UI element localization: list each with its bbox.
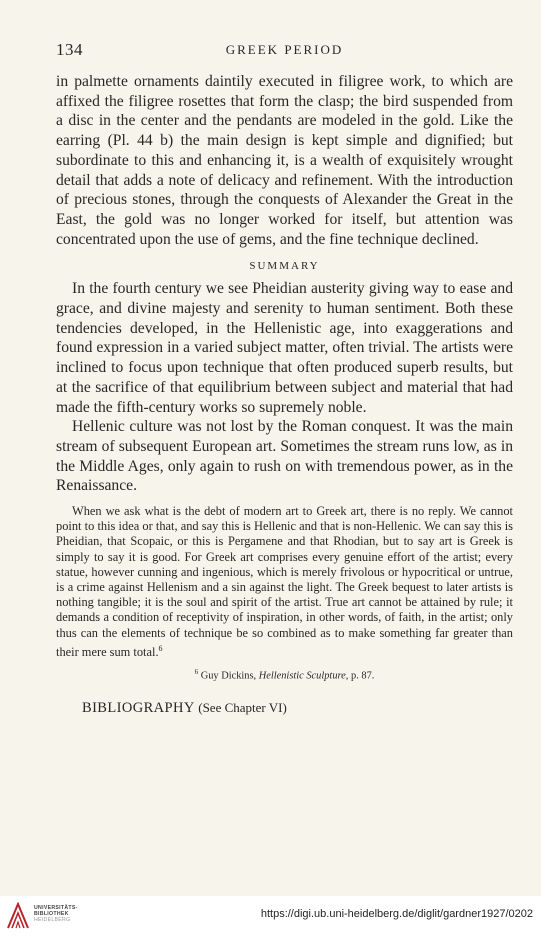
paragraph-summary: In the fourth century we see Pheidian austerity giving way to ease and grace, and divine majesty and serenity to human sentiment. Both these tendencies developed, in the Hellenistic age, into exaggerations and found expression in a varied subject matter, often trivial. The artists were inclined to focus upon technique that often produced superb results, but at the sacrifice of that equilibrium between subject and material that had made the fifth-century works so supremely noble.	[56, 280, 513, 416]
library-name	[34, 905, 78, 923]
footnote-title: Hellenistic Sculpture,	[258, 670, 349, 682]
permalink-url[interactable]: https://digi.ub.uni-heidelberg.de/diglit/gardner1927/0202	[260, 908, 533, 920]
bibliography-label: BIBLIOGRAPHY	[82, 699, 195, 716]
paragraph-filigree: in palmette ornaments daintily executed in filigree work, to which are affixed the filigree rosettes that form the clasp; the bird suspended from a disc in the center and the pendants are modeled in the gold. Like the earring (Pl. 44 b) the main design is kept simple and dignified; but subordinate to this and enhancing it, is a wealth of exquisitely wrought detail that adds a note of delicacy and refinement. With the introduction of precious stones, through the conquests of Alexander the Great in the East, the gold was no longer worked for itself, but attention was concentrated upon the use of gems, and the fine technique declined.	[56, 73, 513, 248]
running-title: GREEK PERIOD	[225, 42, 344, 57]
viewer-footer	[0, 896, 541, 936]
university-library-logo-icon	[6, 902, 30, 930]
footnote	[56, 668, 513, 681]
book-page	[56, 40, 513, 717]
library-name-line1: UNIVERSITÄTS-	[34, 905, 78, 911]
bibliography-heading	[56, 700, 513, 717]
summary-heading: SUMMARY	[249, 260, 320, 273]
library-name-line3: HEIDELBERG	[34, 917, 71, 923]
page-number: 134	[56, 40, 83, 59]
bibliography-note: (See Chapter VI)	[198, 699, 287, 715]
block-quote-text: When we ask what is the debt of modern art to Greek art, there is no reply. We cannot point to this idea or that, and say this is Hellenic and that is non-Hellenic. We can say this is Pheidian, that Scopaic, or this is Pergamene and that Rhodian, but to say art is Greek is simply to say it is good. For Greek art comprises every genuine effort of the artist; every statue, however cunning and ingenious, which is merely frivolous or hypocritical or untrue, is a crime against Hellenism and a sin against the light. The Greek bequest to later artists is nothing tangible; it is the soul and spirit of the artist. True art cannot be attained by rule; it demands a condition of receptivity of inspiration, in other words, of faith, in the artist; only thus can the elements of technique be so combined as to make something far greater than their mere sum total.	[56, 504, 513, 660]
block-quote	[56, 504, 513, 660]
footnote-page: p. 87.	[351, 670, 375, 682]
footnote-reference: 6	[158, 643, 163, 653]
running-head	[56, 40, 513, 62]
library-name-line2: BIBLIOTHEK	[34, 911, 69, 917]
footnote-marker: 6	[194, 668, 199, 677]
footnote-author: Guy Dickins,	[200, 670, 257, 682]
paragraph-hellenic-culture: Hellenic culture was not lost by the Roman conquest. It was the main stream of subsequent European art. Sometimes the stream runs low, as in the Middle Ages, only again to rush on with tremendous power, as in the Renaissance.	[56, 418, 513, 495]
